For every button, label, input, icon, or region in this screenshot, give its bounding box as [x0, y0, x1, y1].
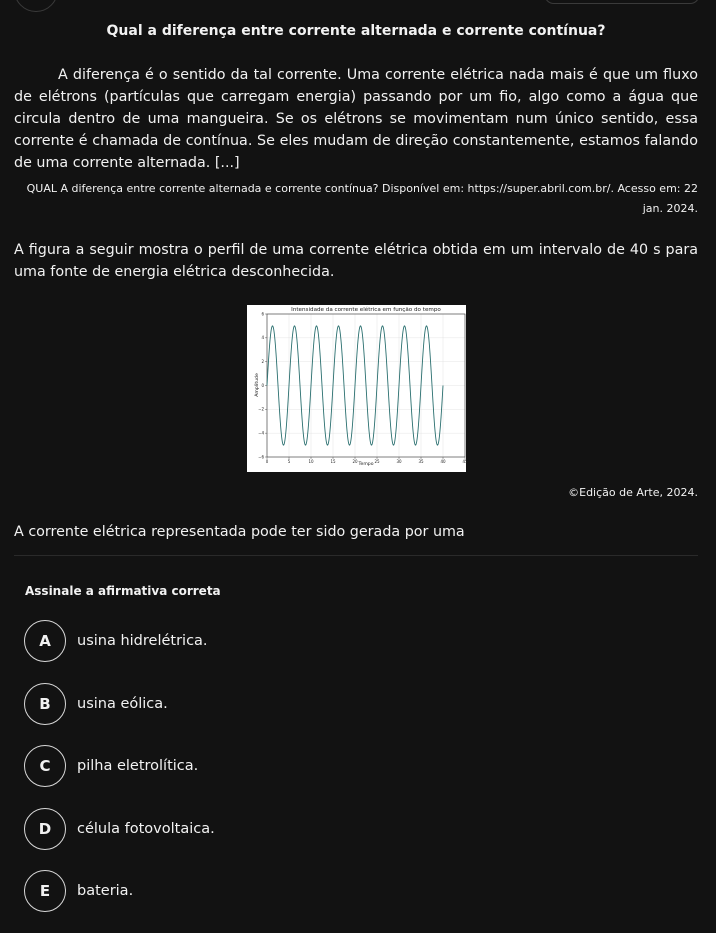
option-letter: C — [24, 745, 66, 787]
instruction-label: Assinale a afirmativa correta — [25, 584, 221, 598]
option-a[interactable] — [24, 620, 698, 662]
y-tick-label: 0 — [261, 382, 264, 388]
y-tick-label: −2 — [258, 406, 264, 412]
option-text: usina eólica. — [77, 695, 168, 712]
chart-svg — [247, 305, 466, 472]
y-tick-label: 6 — [261, 311, 264, 317]
x-tick-label: 25 — [374, 459, 380, 464]
y-axis-label: Amplitude — [255, 373, 260, 397]
option-letter: E — [24, 870, 66, 912]
figure-credit: ©Edição de Arte, 2024. — [568, 486, 698, 499]
option-text: célula fotovoltaica. — [77, 820, 215, 837]
option-d[interactable] — [24, 808, 698, 850]
question-title: Qual a diferença entre corrente alternada e corrente contínua? — [106, 23, 606, 39]
header-pill[interactable] — [544, 0, 700, 4]
option-letter: A — [24, 620, 66, 662]
x-tick-label: 0 — [265, 459, 269, 464]
option-letter: B — [24, 683, 66, 725]
passage-text: A diferença é o sentido da tal corrente. Uma corrente elétrica nada mais é que um fluxo de elétrons (partículas que carregam energia) passando por um fio, algo como a água que circula dentro de uma mangueira. Se os elétrons se movimentam num único sentido, essa corrente é chamada de contínua. Se eles mudam de direção constantemente, estamos falando de uma corrente alternada. [...] — [14, 67, 698, 171]
option-text: bateria. — [77, 883, 134, 899]
question-prompt: A corrente elétrica representada pode ter sido gerada por uma — [14, 524, 465, 540]
x-tick-label: 40 — [440, 459, 446, 464]
x-tick-label: 20 — [352, 459, 358, 464]
y-tick-label: 2 — [261, 359, 264, 365]
x-tick-label: 45 — [462, 459, 468, 464]
back-button[interactable] — [14, 0, 58, 12]
option-text: pilha eletrolítica. — [77, 758, 199, 774]
current-chart — [247, 305, 466, 472]
option-text: usina hidrelétrica. — [77, 633, 208, 649]
x-axis-label: Tempo — [358, 462, 374, 467]
source-citation: QUAL A diferença entre corrente alternada e corrente contínua? Disponível em: https://super.abril.com.br/. Acesso em: 22 jan. 2024. — [26, 182, 698, 215]
chart-title: Intensidade da corrente elétrica em função do tempo — [291, 307, 441, 313]
options-list — [24, 620, 698, 933]
x-tick-label: 5 — [287, 459, 291, 464]
option-letter: D — [24, 808, 66, 850]
y-tick-label: −4 — [258, 430, 264, 436]
option-b[interactable] — [24, 683, 698, 725]
option-c[interactable] — [24, 745, 698, 787]
divider — [14, 555, 698, 556]
y-tick-label: 4 — [261, 335, 264, 341]
x-tick-label: 35 — [418, 459, 424, 464]
x-tick-label: 15 — [330, 459, 336, 464]
y-tick-label: −6 — [258, 454, 264, 460]
x-tick-label: 30 — [396, 459, 402, 464]
x-tick-label: 10 — [308, 459, 314, 464]
intro-text: A figura a seguir mostra o perfil de uma corrente elétrica obtida em um intervalo de 40 s para uma fonte de energia elétrica desconhecida. — [14, 242, 698, 280]
option-e[interactable] — [24, 870, 698, 912]
